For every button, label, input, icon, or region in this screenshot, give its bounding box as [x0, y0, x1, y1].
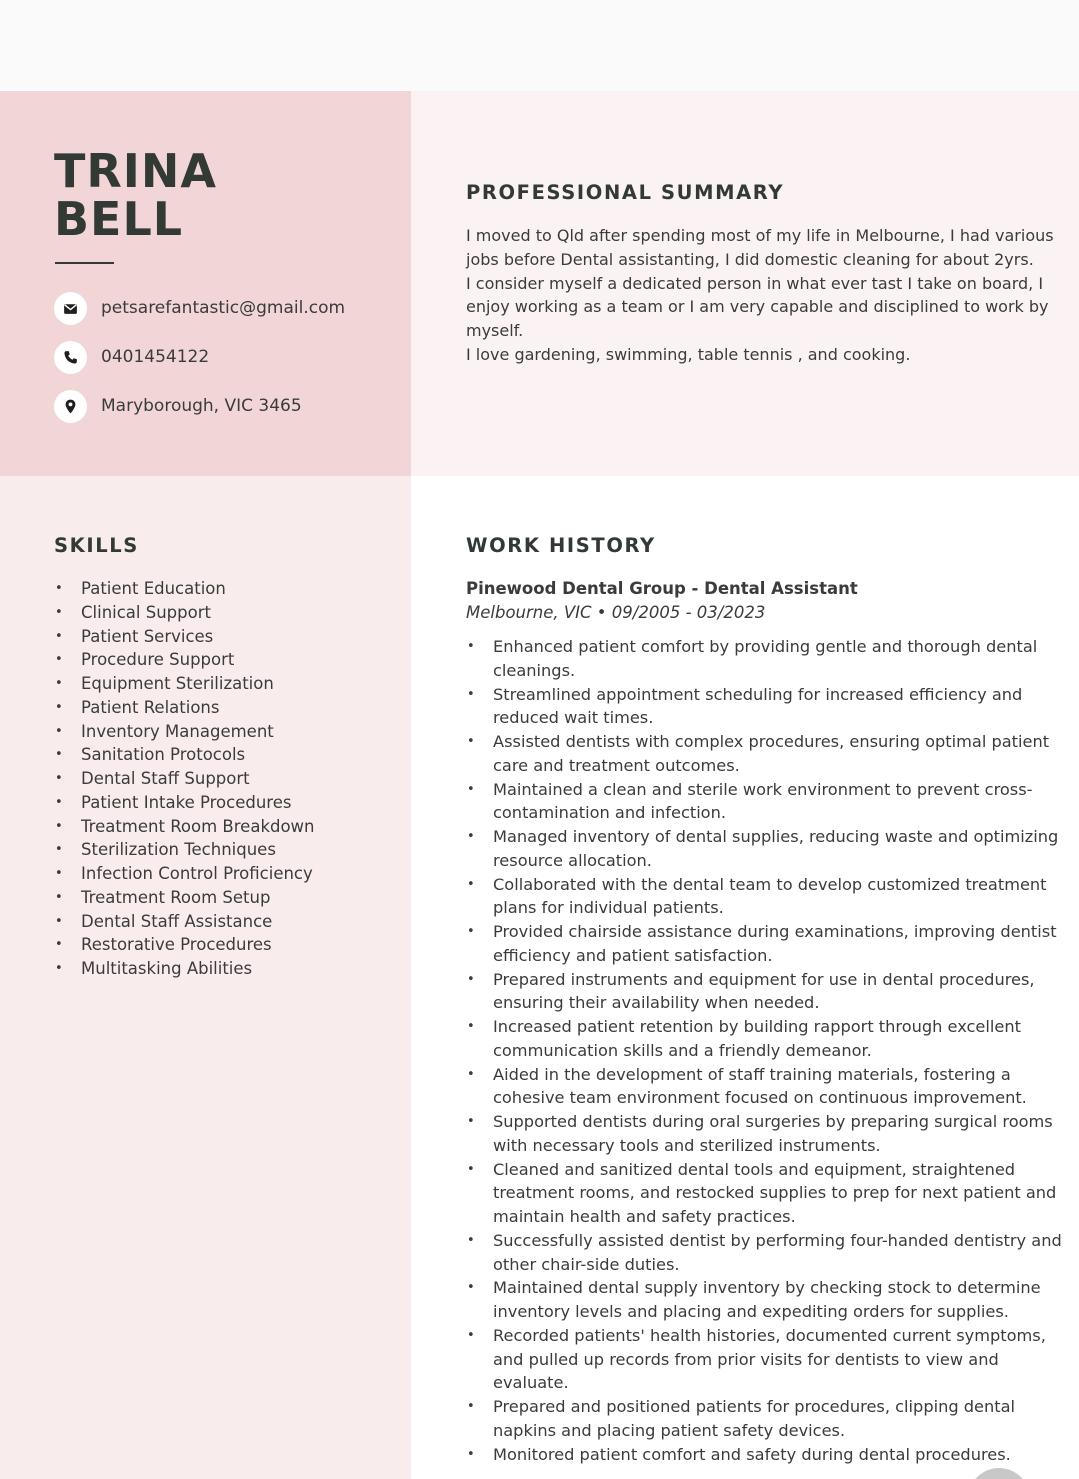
name-divider	[55, 262, 114, 264]
phone-icon	[54, 341, 87, 374]
contact-location	[54, 389, 302, 423]
summary-paragraph: I love gardening, swimming, table tennis , and cooking.	[466, 344, 911, 364]
skill-item: • Patient Intake Procedures	[54, 791, 404, 815]
job-duties-list	[466, 635, 1066, 1466]
duty-item: • Successfully assisted dentist by performing four-handed dentistry and other chair-side duties.	[466, 1229, 1066, 1277]
duty-item: • Streamlined appointment scheduling for increased efficiency and reduced wait times.	[466, 683, 1066, 731]
duty-item: • Prepared instruments and equipment for use in dental procedures, ensuring their availability when needed.	[466, 968, 1066, 1016]
skill-item: • Dental Staff Support	[54, 767, 404, 791]
contact-phone[interactable]	[54, 340, 209, 374]
skill-item: • Treatment Room Breakdown	[54, 815, 404, 839]
skill-item: • Restorative Procedures	[54, 933, 404, 957]
skill-item: • Multitasking Abilities	[54, 957, 404, 981]
duty-item: • Managed inventory of dental supplies, reducing waste and optimizing resource allocation.	[466, 825, 1066, 873]
skill-item: • Treatment Room Setup	[54, 886, 404, 910]
summary-paragraph: I moved to Qld after spending most of my life in Melbourne, I had various jobs before Dental assistanting, I did domestic cleaning for about 2yrs.	[466, 226, 1054, 269]
skill-item: • Inventory Management	[54, 720, 404, 744]
duty-item: • Supported dentists during oral surgeries by preparing surgical rooms with necessary tools and sterilized instruments.	[466, 1110, 1066, 1158]
skill-item: • Patient Education	[54, 577, 404, 601]
duty-item: • Collaborated with the dental team to develop customized treatment plans for individual patients.	[466, 873, 1066, 921]
duty-item: • Prepared and positioned patients for procedures, clipping dental napkins and placing patient safety devices.	[466, 1395, 1066, 1443]
top-strip	[0, 0, 1079, 91]
skill-item: • Sterilization Techniques	[54, 838, 404, 862]
duty-item: • Provided chairside assistance during examinations, improving dentist efficiency and patient satisfaction.	[466, 920, 1066, 968]
summary-heading: PROFESSIONAL SUMMARY	[466, 181, 785, 204]
duty-item: • Maintained dental supply inventory by checking stock to determine inventory levels and placing and expediting orders for supplies.	[466, 1276, 1066, 1324]
work-history-heading: WORK HISTORY	[466, 534, 656, 557]
skill-item: • Dental Staff Assistance	[54, 910, 404, 934]
contact-email[interactable]	[54, 291, 345, 325]
skill-item: • Patient Relations	[54, 696, 404, 720]
job-title: Pinewood Dental Group - Dental Assistant	[466, 579, 858, 598]
job-location-dates: Melbourne, VIC • 09/2005 - 03/2023	[466, 603, 766, 622]
skill-item: • Equipment Sterilization	[54, 672, 404, 696]
skill-item: • Sanitation Protocols	[54, 743, 404, 767]
summary-paragraph: I consider myself a dedicated person in what ever tast I take on board, I enjoy working as a team or I am very capable and disciplined to work by myself.	[466, 273, 1049, 341]
skills-list	[54, 577, 404, 981]
first-name: TRINA	[54, 144, 218, 198]
skill-item: • Infection Control Proficiency	[54, 862, 404, 886]
skills-heading: SKILLS	[54, 534, 139, 557]
skill-item: • Patient Services	[54, 625, 404, 649]
summary-text	[466, 224, 1066, 367]
last-name: BELL	[54, 192, 184, 246]
email-text: petsarefantastic@gmail.com	[101, 298, 346, 318]
map-pin-icon	[54, 390, 87, 423]
duty-item: • Aided in the development of staff training materials, fostering a cohesive team environment focused on continuous improvement.	[466, 1063, 1066, 1111]
skill-item: • Clinical Support	[54, 601, 404, 625]
phone-text: 0401454122	[101, 347, 210, 367]
duty-item: • Assisted dentists with complex procedures, ensuring optimal patient care and treatment outcomes.	[466, 730, 1066, 778]
skill-item: • Procedure Support	[54, 648, 404, 672]
duty-item: • Maintained a clean and sterile work environment to prevent cross-contamination and infection.	[466, 778, 1066, 826]
duty-item: • Cleaned and sanitized dental tools and equipment, straightened treatment rooms, and restocked supplies to prep for next patient and maintain health and safety practices.	[466, 1158, 1066, 1229]
duty-item: • Monitored patient comfort and safety during dental procedures.	[466, 1443, 1066, 1467]
candidate-name	[54, 144, 218, 246]
duty-item: • Recorded patients' health histories, documented current symptoms, and pulled up records from prior visits for dentists to view and evaluate.	[466, 1324, 1066, 1395]
envelope-icon	[54, 292, 87, 325]
duty-item: • Increased patient retention by building rapport through excellent communication skills and a friendly demeanor.	[466, 1015, 1066, 1063]
duty-item: • Enhanced patient comfort by providing gentle and thorough dental cleanings.	[466, 635, 1066, 683]
location-text: Maryborough, VIC 3465	[101, 396, 302, 416]
